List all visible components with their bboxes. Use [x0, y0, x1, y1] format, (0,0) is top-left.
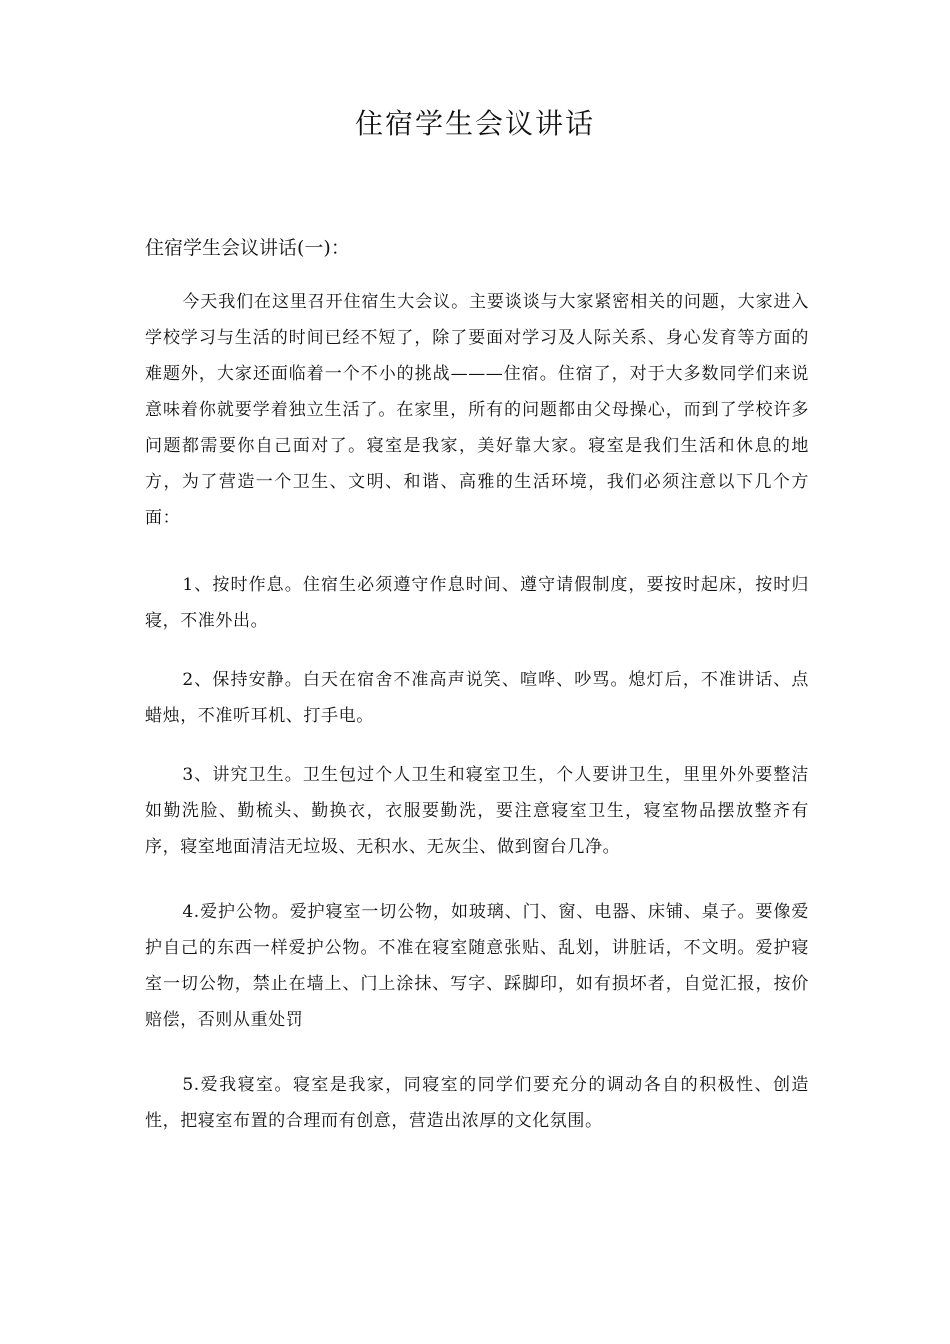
intro-paragraph: 今天我们在这里召开住宿生大会议。主要谈谈与大家紧密相关的问题，大家进入学校学习与生活的时间已经不短了，除了要面对学习及人际关系、身心发育等方面的难题外，大家还面临着一个不小的挑战———住宿。住宿了，对于大多数同学们来说意味着你就要学着独立生活了。在家里，所有的问题都由父母操心，而到了学校许多问题都需要你自己面对了。寝室是我家，美好靠大家。寝室是我们生活和休息的地方，为了营造一个卫生、文明、和谐、高雅的生活环境，我们必须注意以下几个方面：: [145, 292, 809, 528]
section-heading: 住宿学生会议讲话(一)：: [145, 237, 350, 259]
rule-paragraph-5: 5.爱我寝室。寝室是我家，同寝室的同学们要充分的调动各自的积极性、创造性，把寝室布置的合理而有创意，营造出浓厚的文化氛围。: [145, 1075, 809, 1131]
rule-paragraph-4: 4.爱护公物。爱护寝室一切公物，如玻璃、门、窗、电器、床铺、桌子。要像爱护自己的东西一样爱护公物。不准在寝室随意张贴、乱划，讲脏话，不文明。爱护寝室一切公物，禁止在墙上、门上涂抹、写字、踩脚印，如有损坏者，自觉汇报，按价赔偿，否则从重处罚: [145, 902, 809, 1030]
rule-paragraph-1: 1、按时作息。住宿生必须遵守作息时间、遵守请假制度，要按时起床，按时归寝，不准外出。: [145, 575, 809, 631]
document-title: 住宿学生会议讲话: [354, 107, 595, 140]
rule-paragraph-3: 3、讲究卫生。卫生包过个人卫生和寝室卫生，个人要讲卫生，里里外外要整洁如勤洗脸、勤梳头、勤换衣，衣服要勤洗，要注意寝室卫生，寝室物品摆放整齐有序，寝室地面清洁无垃圾、无积水、无灰尘、做到窗台几净。: [145, 765, 809, 857]
rule-paragraph-2: 2、保持安静。白天在宿舍不准高声说笑、喧哗、吵骂。熄灯后，不准讲话、点蜡烛，不准听耳机、打手电。: [145, 670, 809, 726]
